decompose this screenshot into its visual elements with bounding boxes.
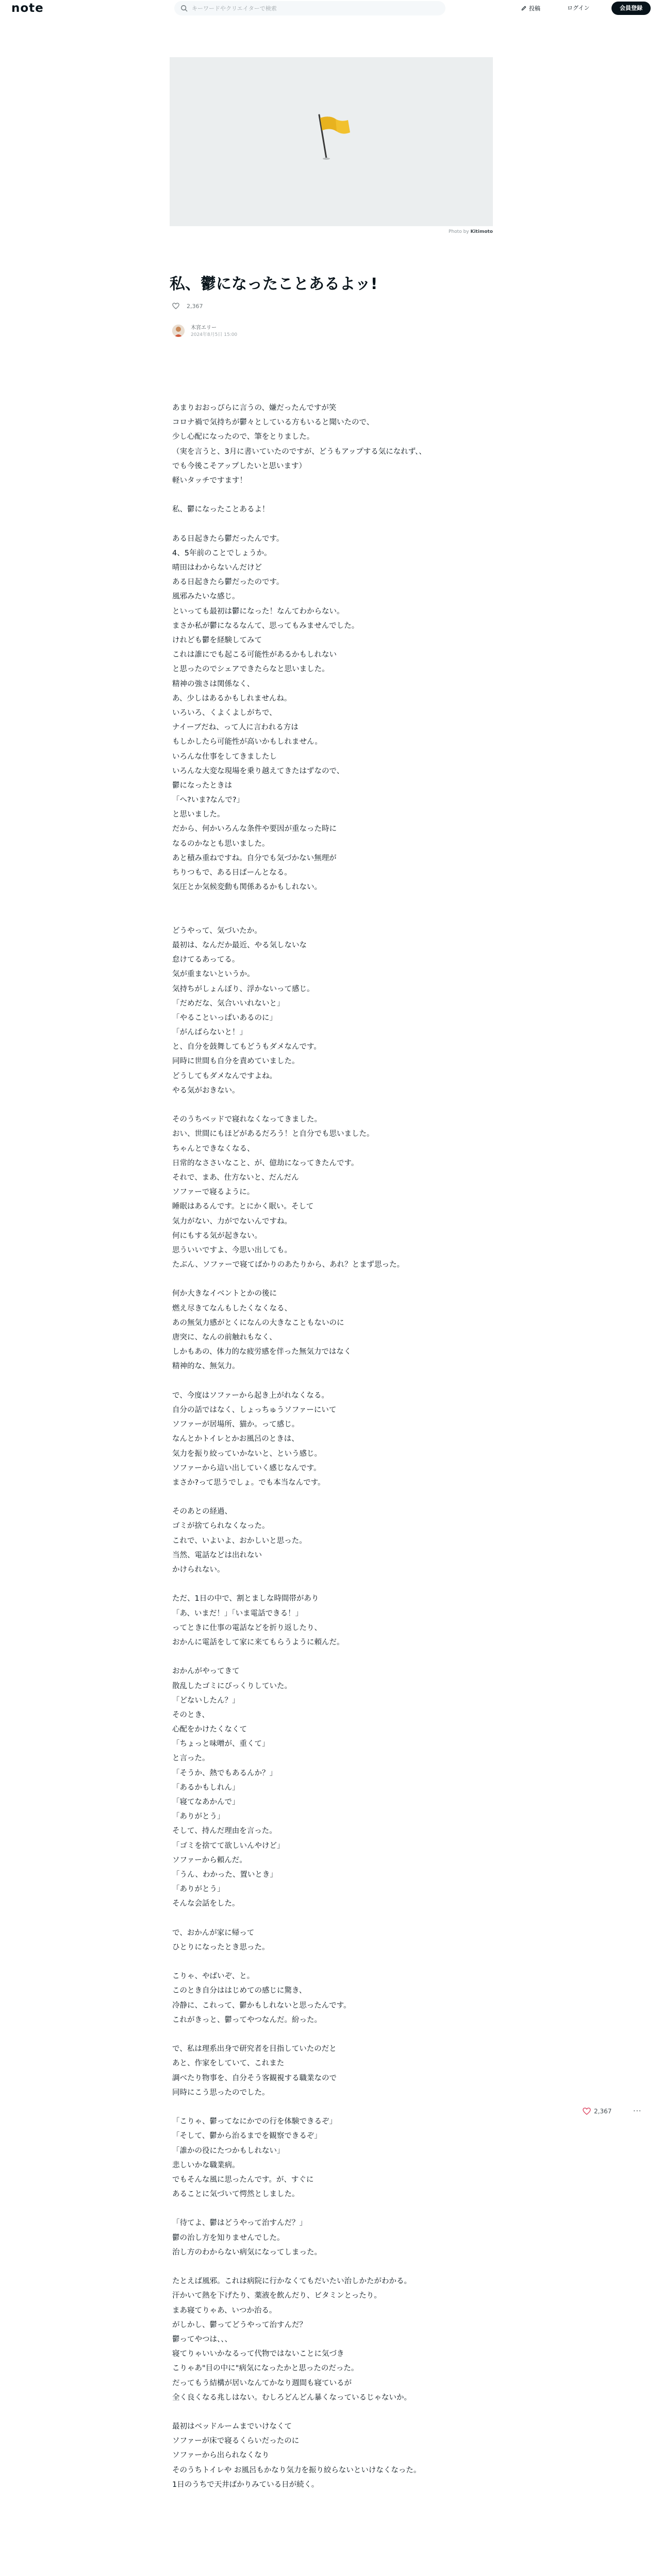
body-paragraph-line: 「ありがとう」 xyxy=(172,1812,225,1821)
body-paragraph-line: まさか?って思うでしょ。でも本当なんです。 xyxy=(172,1478,325,1487)
author-name[interactable]: 木宮エリー xyxy=(191,325,217,331)
flag-illustration xyxy=(309,109,355,165)
body-paragraph-line: 「うん、わかった、置いとき」 xyxy=(172,1870,277,1879)
body-paragraph-line: 寝てりゃいいかなるって代物ではないことに気づき xyxy=(172,2350,344,2359)
body-paragraph-line: 「ちょっと味噌が、重くて」 xyxy=(172,1740,270,1749)
body-paragraph-line: ってときに仕事の電話などを折り返したり、 xyxy=(172,1623,322,1632)
blank-line xyxy=(172,2260,492,2274)
body-paragraph-line: と、自分を鼓舞してもどうもダメなんです。 xyxy=(172,1043,321,1052)
body-paragraph-line: そのあとの経過、 xyxy=(172,1507,232,1516)
body-paragraph-line: 「だめだな、気合いいれないと」 xyxy=(172,999,285,1008)
body-paragraph-line: だってもう結構が居いなんてかなり週間も寝ているが xyxy=(172,2379,352,2387)
body-paragraph-line: コロナ禍で気持ちが鬱々としている方もいると聞いたので、 xyxy=(172,418,374,427)
blank-line xyxy=(172,517,492,532)
body-paragraph-line: ちりつもで、ある日ばーんとなる。 xyxy=(172,869,292,877)
body-paragraph-line: このとき自分ははじめての感じに驚き、 xyxy=(172,1987,307,1995)
body-paragraph-line: でも今後こそアップしたいと思います） xyxy=(172,462,306,470)
blank-line xyxy=(172,1490,492,1504)
body-paragraph-line: いろんな大変な現場を乗り越えてきたはずなので、 xyxy=(172,767,344,775)
like-count: 2,367 xyxy=(187,302,203,310)
like-button[interactable] xyxy=(172,302,203,310)
body-paragraph-line: 4、5年前のことでしょうか。 xyxy=(172,549,272,557)
body-paragraph-line: まあ寝てりゃあ、いつか治る。 xyxy=(172,2306,277,2315)
body-paragraph-line: 気圧とか気候変動も関係あるかもしれない。 xyxy=(172,883,322,892)
search-input[interactable] xyxy=(192,5,429,12)
body-paragraph-line: 思ういいですよ、今思い出しても。 xyxy=(172,1246,292,1255)
body-paragraph-line: 怠けてるあってる。 xyxy=(172,956,240,964)
blank-line xyxy=(172,1650,492,1664)
body-paragraph-line: 私、鬱になったことあるよ！ xyxy=(172,505,270,514)
body-paragraph-line: 当然、電話などは出れない xyxy=(172,1551,262,1560)
body-paragraph-line: 1日のうちで天井ばかりみている日が続く。 xyxy=(172,2480,319,2489)
body-paragraph-line: おかんに電話をして家に来てもらうように頼んだ。 xyxy=(172,1638,344,1647)
post-button[interactable] xyxy=(521,2,540,14)
body-paragraph-line: で、私は理系出身で研究者を目指していたのだと xyxy=(172,2045,337,2054)
article-body xyxy=(172,401,492,2492)
body-paragraph-line: 鬱の治し方を知りませんでした。 xyxy=(172,2233,285,2242)
body-paragraph-line: いろんな仕事をしてきましたし xyxy=(172,752,277,761)
body-paragraph-line: ソファーから出られなくなり xyxy=(172,2451,270,2460)
body-paragraph-line: 睡眠はあるんです。とにかく眠い。そして xyxy=(172,1202,314,1211)
body-paragraph-line: なんとかトイレとかお風呂のときは、 xyxy=(172,1435,299,1444)
body-paragraph-line: 最初はベッドルームまでいけなくて xyxy=(172,2422,292,2431)
body-paragraph-line: 「あるかもしれん」 xyxy=(172,1783,240,1792)
blank-line xyxy=(172,894,492,909)
body-paragraph-line: と思いました。 xyxy=(172,810,225,819)
body-paragraph-line: こりゃ、やばいぞ、と。 xyxy=(172,1972,255,1981)
body-paragraph-line: たぶん、ソファーで寝てばかりのあたりから、あれ？とまず思った。 xyxy=(172,1261,405,1269)
body-paragraph-line: 風邪みたいな感じ。 xyxy=(172,592,240,601)
blank-line xyxy=(172,2027,492,2042)
body-paragraph-line: 鬱ってやつは、、、 xyxy=(172,2335,232,2344)
body-paragraph-line: こりゃあ"目の中に"病気になったかと思ったのだった。 xyxy=(172,2364,359,2373)
body-paragraph-line: 汗かいて熱を下げたり、薬液を飲んだり、ビタミンとったり。 xyxy=(172,2292,382,2300)
body-paragraph-line: で、今度はソファーから起き上がれなくなる。 xyxy=(172,1391,329,1400)
blank-line xyxy=(172,2405,492,2419)
body-paragraph-line: 心配をかけたくなくて xyxy=(172,1725,247,1734)
body-paragraph-line: 「そして、鬱から治るまでを観察できるぞ」 xyxy=(172,2132,322,2141)
body-paragraph-line: 鬱になったときは xyxy=(172,781,232,790)
body-paragraph-line: ナイーブだね、って人に言われる方は xyxy=(172,723,299,732)
body-paragraph-line: と思ったのでシェアできたらなと思いました。 xyxy=(172,665,329,674)
body-paragraph-line: そのうちトイレや お風呂もかなり気力を振り絞らないといけなくなった。 xyxy=(172,2466,421,2475)
body-paragraph-line: たとえば風邪。これは病院に行かなくてもだいたい治しかたがわかる。 xyxy=(172,2277,411,2286)
floating-like-count: 2,367 xyxy=(594,2108,612,2115)
body-paragraph-line: 唐突に、なんの前触れもなく、 xyxy=(172,1333,277,1342)
search-box[interactable] xyxy=(174,1,445,15)
body-paragraph-line: しかもあの、体力的な疲労感を伴った無気力ではなく xyxy=(172,1348,352,1357)
body-paragraph-line: ソファーで寝るように。 xyxy=(172,1188,255,1197)
body-paragraph-line: 「誰かの役にたつかもしれない」 xyxy=(172,2146,285,2155)
pencil-icon xyxy=(521,5,527,11)
blank-line xyxy=(172,488,492,502)
body-paragraph-line: ちゃんとできなくなる、 xyxy=(172,1144,255,1153)
body-paragraph-line: でもそんな風に思ったんです。が、すぐに xyxy=(172,2175,314,2184)
body-paragraph-line: これがきっと、鬱ってやつなんだ。紛った。 xyxy=(172,2015,322,2024)
blank-line xyxy=(172,1272,492,1286)
body-paragraph-line: どうしてもダメなんですよね。 xyxy=(172,1072,277,1080)
body-paragraph-line: 同時にこう思ったのでした。 xyxy=(172,2088,270,2097)
body-paragraph-line: 「どないしたん？」 xyxy=(172,1696,240,1705)
body-paragraph-line: 調べたり物事を、自分そう客観視する職業なので xyxy=(172,2074,337,2082)
body-paragraph-line: がしかし、鬱ってどうやって治すんだ？ xyxy=(172,2320,307,2329)
body-paragraph-line: まさか私が鬱になるなんて、思ってもみませんでした。 xyxy=(172,621,359,630)
body-paragraph-line: 何か大きなイベントとかの後に xyxy=(172,1290,277,1298)
body-paragraph-line: 気力がない、力がでないんですね。 xyxy=(172,1217,292,1226)
body-paragraph-line: ある日起きたら鬱だったのです。 xyxy=(172,578,284,587)
body-paragraph-line: （実を言うと、3月に書いていたのですが、どうもアップする気になれず、、 xyxy=(172,447,426,456)
author-block[interactable] xyxy=(172,325,237,338)
body-paragraph-line: これは誰にでも起こる可能性があるかもしれない xyxy=(172,651,337,659)
body-paragraph-line: 「がんばらないと！」 xyxy=(172,1028,247,1037)
login-link[interactable]: ログイン xyxy=(567,5,590,11)
body-paragraph-line: 「そうか、熱でもあるんか？」 xyxy=(172,1769,277,1777)
body-paragraph-line: ソファーから這い出していく感じなんです。 xyxy=(172,1464,321,1472)
body-paragraph-line: といっても最初は鬱になった！なんてわからない。 xyxy=(172,607,344,616)
body-paragraph-line: 気力を振り絞っていかないと、という感じ。 xyxy=(172,1449,322,1458)
body-paragraph-line: 「こりゃ、鬱ってなにかでの行を体験できるぞ」 xyxy=(172,2117,337,2126)
blank-line xyxy=(172,2201,492,2216)
body-paragraph-line: 悲しいかな職業病。 xyxy=(172,2161,240,2170)
body-paragraph-line: それで、まあ、仕方ないと、だんだん xyxy=(172,1173,299,1182)
body-paragraph-line: 「やることいっぱいあるのに」 xyxy=(172,1013,277,1022)
body-paragraph-line: 何にもする気が起きない。 xyxy=(172,1231,262,1240)
body-paragraph-line: そのうちベッドで寝れなくなってきました。 xyxy=(172,1115,322,1124)
blank-line xyxy=(172,1911,492,1926)
blank-line xyxy=(172,2100,492,2114)
body-paragraph-line: ソファーから頼んだ。 xyxy=(172,1856,247,1865)
body-paragraph-line: かけられない。 xyxy=(172,1566,225,1574)
body-paragraph-line: ひとりになったとき思った。 xyxy=(172,1943,270,1952)
publish-date: 2024年8月5日 15:00 xyxy=(191,332,238,337)
body-paragraph-line: なるのかなとも思いました。 xyxy=(172,839,270,848)
body-paragraph-line: あることに気づいて愕然としました。 xyxy=(172,2190,300,2199)
body-paragraph-line: そんな会話をした。 xyxy=(172,1900,240,1908)
body-paragraph-line: 気持ちがしょんぼり、浮かないって感じ。 xyxy=(172,985,315,993)
body-paragraph-line: 燃え尽きてなんもしたくなくなる、 xyxy=(172,1304,292,1313)
hero-image xyxy=(170,57,493,226)
more-options-icon[interactable]: ··· xyxy=(633,2107,642,2115)
body-paragraph-line: ゴミが捨てられなくなった。 xyxy=(172,1522,270,1531)
avatar-image xyxy=(172,325,185,337)
heart-icon xyxy=(583,2107,591,2115)
heart-icon xyxy=(172,302,179,310)
body-paragraph-line: ある日起きたら鬱だったんです。 xyxy=(172,534,284,543)
note-logo[interactable]: note xyxy=(11,2,44,15)
blank-line xyxy=(172,1577,492,1591)
floating-like-button[interactable] xyxy=(583,2107,611,2115)
photo-credit-link[interactable]: Kitimoto xyxy=(470,229,493,234)
body-paragraph-line: おかんがやってきて xyxy=(172,1667,240,1676)
body-paragraph-line: 「あ、いまだ！」「いま電話できる！」 xyxy=(172,1609,303,1618)
body-paragraph-line: で、おかんが家に帰って xyxy=(172,1928,255,1937)
body-paragraph-line: 気が重まないというか。 xyxy=(172,970,255,979)
body-paragraph-line: もしかしたら可能性が高いかもしれません。 xyxy=(172,738,322,747)
body-paragraph-line: けれども鬱を経験してみて xyxy=(172,636,262,645)
body-paragraph-line: あと積み重ねですね。自分でも気づかない無理が xyxy=(172,854,337,862)
photo-credit: Photo by Kitimoto xyxy=(449,229,493,234)
body-paragraph-line: これで、いよいよ、おかしいと思った。 xyxy=(172,1536,307,1545)
avatar[interactable] xyxy=(172,325,185,337)
body-paragraph-line: と言った。 xyxy=(172,1754,210,1763)
search-icon xyxy=(180,5,188,12)
body-paragraph-line: 「寝てなあかんで」 xyxy=(172,1798,240,1806)
body-paragraph-line: だから、何かいろんな条件や要因が重なった時に xyxy=(172,825,337,834)
body-paragraph-line: あまりおおっぴらに言うの、嫌だったんですが笑 xyxy=(172,404,337,412)
body-paragraph-line: そして、持んだ理由を言った。 xyxy=(172,1827,277,1836)
body-paragraph-line: 最初は、なんだか最近、やる気しないな xyxy=(172,941,307,950)
body-paragraph-line: おい、世間にもほどがあるだろう！と自分でも思いました。 xyxy=(172,1130,374,1139)
body-paragraph-line: 全く良くなる兆しはない。むしろどんどん暴くなっているじゃないか。 xyxy=(172,2393,411,2402)
body-paragraph-line: 自分の話ではなく、しょっちゅうソファーにいて xyxy=(172,1405,337,1414)
body-paragraph-line: やる気がおきない。 xyxy=(172,1086,240,1095)
body-paragraph-line: 「ゴミを捨てて欲しいんやけど」 xyxy=(172,1841,285,1850)
body-paragraph-line: 日常的なささいなこと、が、億劫になってきたんです。 xyxy=(172,1159,359,1167)
body-paragraph-line: 精神の強さは関係なく、 xyxy=(172,680,255,688)
body-paragraph-line: あ、少しはあるかもしれませんね。 xyxy=(172,694,292,703)
body-paragraph-line: ソファーが床で寝るくらいだったのに xyxy=(172,2437,300,2446)
signup-button[interactable]: 会員登録 xyxy=(611,2,651,15)
article-title: 私、鬱になったことあるよッ! xyxy=(170,275,378,293)
blank-line xyxy=(172,1955,492,1969)
body-paragraph-line: どうやって、気づいたか。 xyxy=(172,926,262,935)
blank-line xyxy=(172,1098,492,1112)
body-paragraph-line: 散乱したゴミにびっくりしていた。 xyxy=(172,1682,292,1690)
body-paragraph-line: 「へ?いま?なんで?」 xyxy=(172,796,244,805)
blank-line xyxy=(172,1374,492,1388)
post-label: 投稿 xyxy=(529,5,540,12)
body-paragraph-line: ただ、1日の中で、割とましな時間帯があり xyxy=(172,1595,319,1603)
body-paragraph-line: 精神的な、無気力。 xyxy=(172,1362,240,1371)
site-header xyxy=(0,0,662,16)
body-paragraph-line: 同時に世間も自分を責めていました。 xyxy=(172,1057,300,1066)
body-paragraph-line: あの無気力感がとくになんの大きなこともないのに xyxy=(172,1318,344,1327)
body-paragraph-line: 少し心配になったので、筆をとりました。 xyxy=(172,433,315,442)
body-paragraph-line: ソファーが居場所、猫か。って感じ。 xyxy=(172,1420,300,1429)
body-paragraph-line: 冷静に、これって、鬱かもしれないと思ったんです。 xyxy=(172,2001,351,2010)
blank-line xyxy=(172,909,492,924)
body-paragraph-line: 軽いタッチですます！ xyxy=(172,476,247,485)
body-paragraph-line: 晴田はわからないんだけど xyxy=(172,564,262,572)
body-paragraph-line: 治し方のわからない病気になってしまった。 xyxy=(172,2248,322,2257)
body-paragraph-line: そのとき、 xyxy=(172,1710,209,1719)
body-paragraph-line: いろいろ、くよくよしがちで、 xyxy=(172,708,277,717)
body-paragraph-line: 「ありがとう」 xyxy=(172,1885,225,1894)
body-paragraph-line: 「待てよ、鬱はどうやって治すんだ？」 xyxy=(172,2219,307,2228)
body-paragraph-line: あと、作家をしていて、これまた xyxy=(172,2059,285,2068)
